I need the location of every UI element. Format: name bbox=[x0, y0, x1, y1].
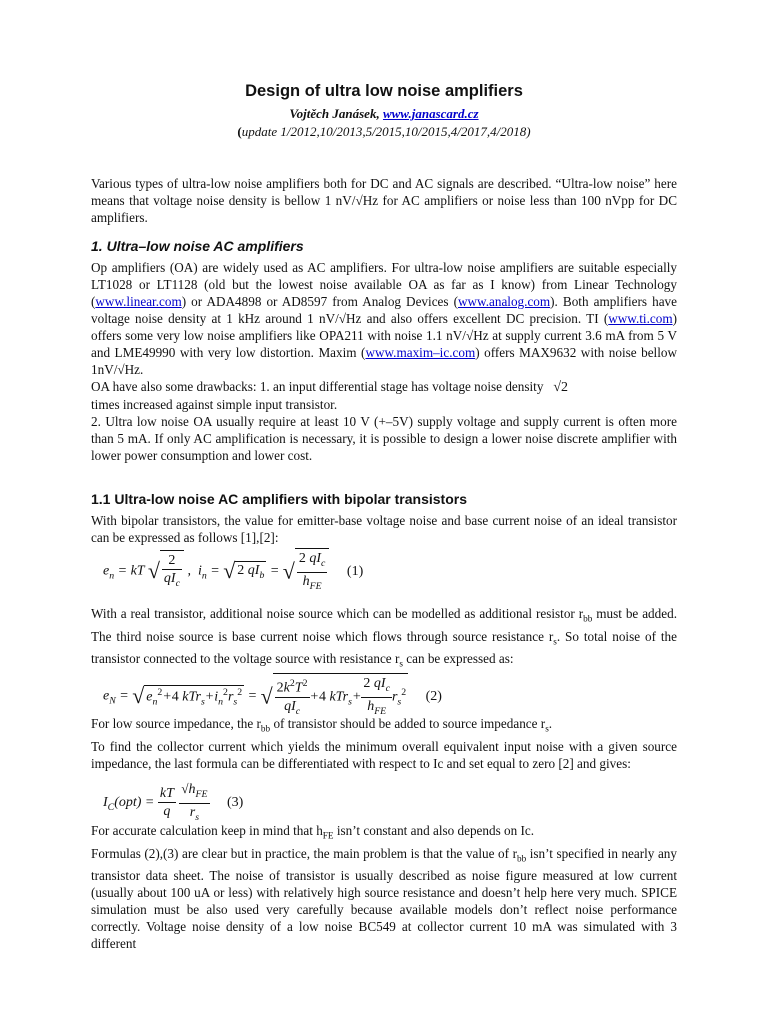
section-1-1-paragraph-1: With bipolar transistors, the value for emitter-base voltage noise and base current noise of an ideal transistor can be expressed as follows [1],[2]: bbox=[91, 513, 677, 545]
paragraph-3-text bbox=[91, 715, 677, 738]
text-run: ) or ADA4898 or AD8597 from Analog Devices ( bbox=[181, 294, 458, 309]
linear-link[interactable]: www.linear.com bbox=[95, 294, 182, 309]
equation-3: $I_C(opt)$ = $\frac{kT}{q}$ $\frac{√h_{FE}}{r_s}$ (3) bbox=[103, 781, 244, 823]
update-open-paren: ( bbox=[237, 124, 242, 139]
text-run: With a real transistor, additional noise source which can be modelled as additional resistor r bbox=[91, 606, 584, 621]
text-run: isn’t specified in nearly any transistor data sheet. The noise of transistor is usually described as noise figure measured at low current (usually about 100 uA or less) with relatively high source resistance and doesn’t help here very much. SPICE simulation must be also used very carefully because available models don’t reflect noise performance correctly. Voltage noise density of a low noise BC549 at collector current 10 mA was simulated with 3 different bbox=[91, 845, 677, 952]
sqrt-two-expression: √2 bbox=[553, 380, 568, 395]
text-run: ) offers some very low noise amplifiers like OPA211 with noise 1.1 nV/√Hz at supply current 3.6 mA from 5 V and LME49990 with very low distortion. Maxim ( bbox=[91, 311, 677, 360]
subscript: bb bbox=[583, 613, 593, 624]
update-line bbox=[0, 124, 768, 140]
section-1-1-paragraph-5-6 bbox=[91, 822, 677, 952]
equation-1-number: (1) bbox=[346, 563, 364, 579]
section-1-paragraph-3: 2. Ultra low noise OA usually require at least 10 V (+–5V) supply voltage and supply current is often more than 5 mA. If only AC amplification is necessary, it is possible to design a lower noise discrete amplifier with lower power consumption and lower cost. bbox=[91, 414, 677, 463]
paragraph-6-text bbox=[91, 845, 677, 953]
author-website-link[interactable]: www.janascard.cz bbox=[382, 106, 479, 121]
author-line bbox=[0, 106, 768, 122]
section-1-1-paragraph-2 bbox=[91, 605, 677, 673]
text-run: isn’t constant and also depends on Ic. bbox=[333, 823, 535, 838]
update-dates: update 1/2012,10/2013,5/2015,10/2015,4/2017,4/2018) bbox=[241, 124, 531, 139]
subscript: s bbox=[545, 723, 549, 734]
intro-text: Various types of ultra-low noise amplifiers both for DC and AC signals are described. “Ultra-low noise” here means that voltage noise density is bellow 1 nV/√Hz for AC amplifiers or noise less than 100 nVpp for DC amplifiers. bbox=[91, 176, 677, 225]
subscript: bb bbox=[516, 853, 527, 864]
maxim-link[interactable]: www.maxim–ic.com bbox=[365, 345, 476, 360]
paragraph-4-text: To find the collector current which yields the minimum overall equivalent input noise with a given source impedance, the last formula can be differentiated with respect to Ic and set equal to zero [2] and gives: bbox=[91, 738, 677, 771]
section-1-1-heading: 1.1 Ultra-low noise AC amplifiers with bipolar transistors bbox=[91, 491, 468, 507]
text-run: For low source impedance, the r bbox=[91, 716, 261, 731]
subscript: bb bbox=[260, 723, 271, 734]
equation-2-number: (2) bbox=[425, 688, 442, 704]
equation-3-number: (3) bbox=[227, 795, 244, 811]
text-run: can be expressed as: bbox=[402, 651, 514, 667]
ti-link[interactable]: www.ti.com bbox=[608, 311, 673, 326]
text-run: OA have also some drawbacks: 1. an input differential stage has voltage noise density bbox=[91, 379, 544, 394]
section-1-heading: 1. Ultra–low noise AC amplifiers bbox=[91, 238, 304, 254]
section-1-paragraph-2b: times increased against simple input transistor. bbox=[91, 397, 338, 412]
text-run: must be added. The third noise source is base current noise which flows through source resistance r bbox=[91, 606, 677, 644]
text-run: . bbox=[548, 716, 553, 731]
section-1-paragraph-1 bbox=[91, 259, 677, 378]
equation-1: $e_n$ = kT √ $\frac{2}{qI_c}$ , $i_n$ = √ 2 $qI_b$ = √ $\frac{2 qI_c}{h_{FE}}$ (1) bbox=[103, 548, 363, 595]
text-run: Op amplifiers (OA) are widely used as AC amplifiers. For ultra-low noise amplifiers are suitable especially LT1028 or LT1128 (old but the lowest noise available OA as far as I know) from Linear Technology ( bbox=[91, 260, 677, 309]
subscript: s bbox=[399, 658, 403, 669]
text-run: . So total noise of the transistor connected to the voltage source with resistance r bbox=[91, 628, 677, 667]
section-1-1-paragraph-3-4 bbox=[91, 715, 677, 772]
text-run: ). Both amplifiers have voltage noise density at 1 kHz around 1 nV/√Hz and also offers excellent DC precision. TI ( bbox=[91, 294, 677, 326]
section-1-1-intro bbox=[91, 512, 677, 546]
paragraph-2-text bbox=[91, 605, 677, 673]
paragraph-5-text bbox=[91, 822, 677, 845]
text-run: For accurate calculation keep in mind that h bbox=[91, 823, 323, 838]
text-run: Formulas (2),(3) are clear but in practice, the main problem is that the value of r bbox=[91, 845, 517, 861]
equation-2: $e_N$ = √ $e_n^2+4$ $kTr_s+i_n^2r_s^2$ = √ $\frac{2k^2T^2}{qI_c}$ +4 kTr$_s$+ $\frac{2 qI_c}{h_{FE}}$ $r_s^2$ (2) bbox=[103, 673, 442, 720]
section-1-paragraph-2 bbox=[91, 378, 677, 396]
text-run: ) offers MAX9632 with noise bellow 1nV/√Hz. bbox=[91, 345, 678, 377]
subscript: s bbox=[553, 636, 557, 647]
text-run: of transistor should be added to source impedance r bbox=[270, 716, 546, 731]
section-1-body bbox=[91, 259, 677, 464]
paper-title: Design of ultra low noise amplifiers bbox=[245, 82, 523, 100]
author-name: Vojtěch Janásek, bbox=[289, 106, 380, 121]
intro-paragraph bbox=[91, 175, 677, 226]
subscript: FE bbox=[322, 830, 334, 841]
analog-link[interactable]: www.analog.com bbox=[457, 294, 551, 309]
